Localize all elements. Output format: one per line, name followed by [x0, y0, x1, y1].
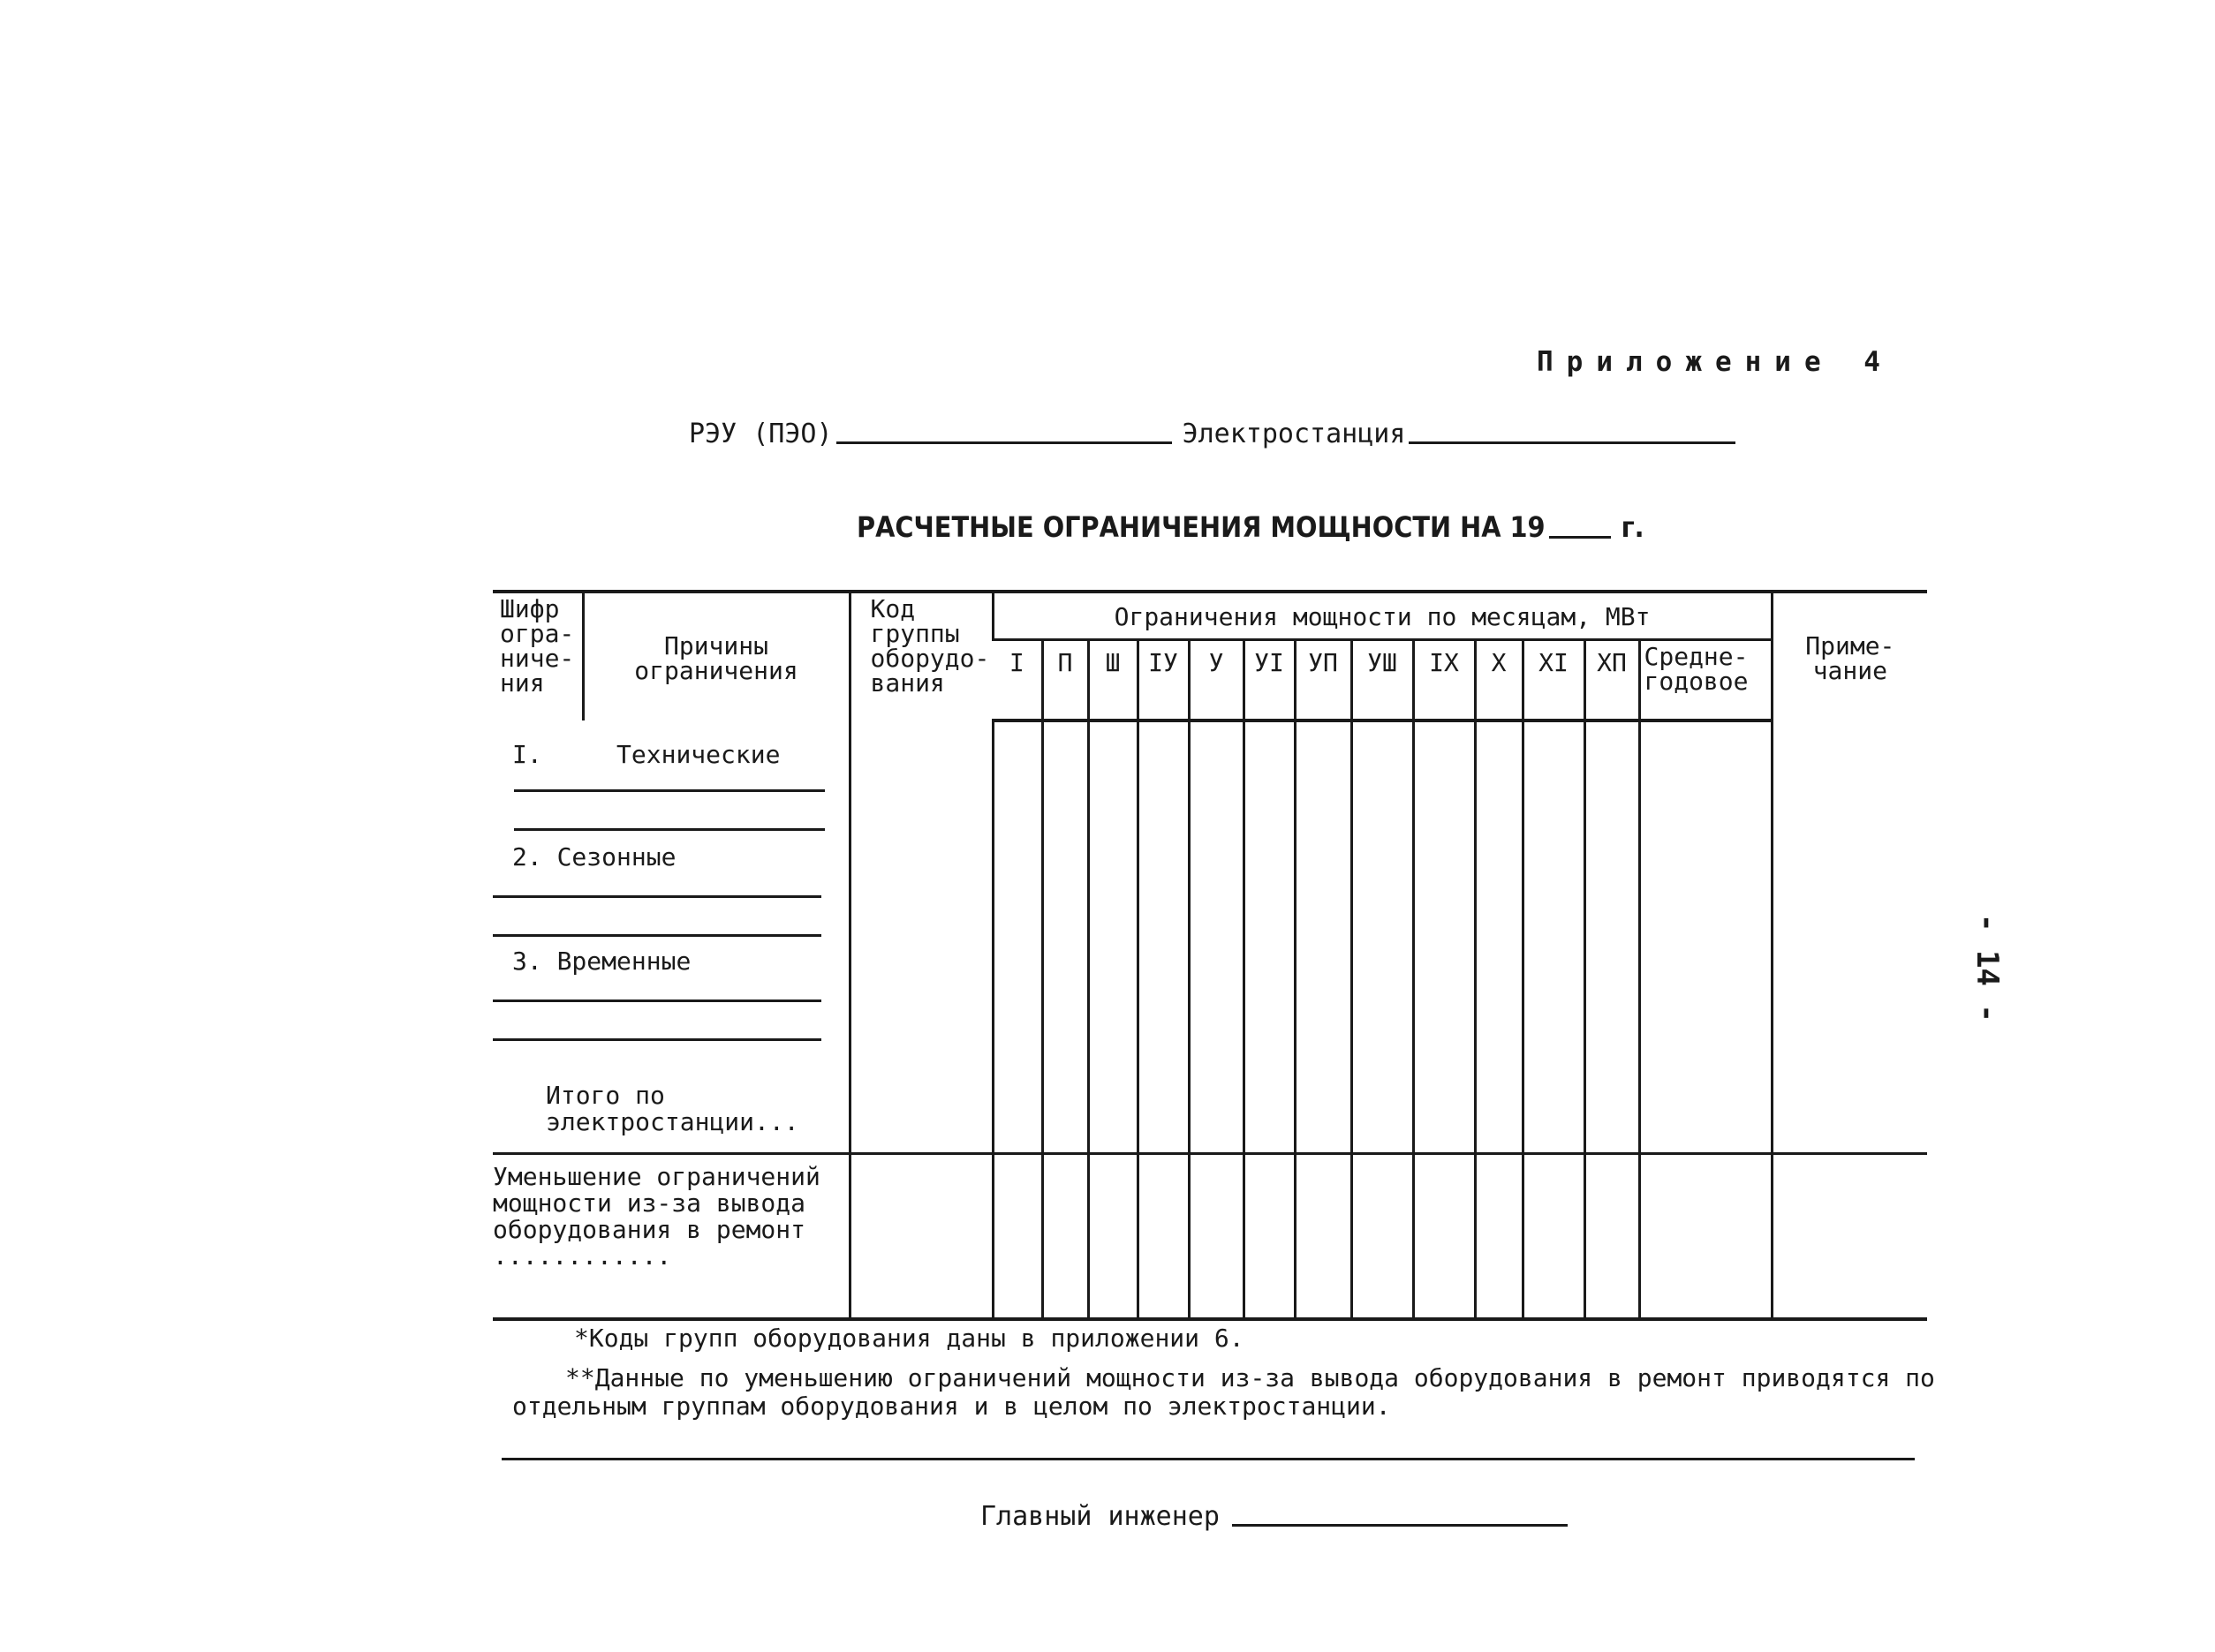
month-2: П [1042, 639, 1088, 720]
reduction-label: Уменьшение ограничений мощности из-за вывода оборудования в ремонт ............ [493, 1153, 850, 1319]
signature-line [980, 1501, 1578, 1532]
signature-label: Главный инженер [980, 1501, 1220, 1532]
month-11: XI [1523, 639, 1584, 720]
footnote-1: *Коды групп оборудования даны в приложении 6. [574, 1324, 1244, 1353]
header-group-code: Код группы оборудо-вания [850, 592, 993, 720]
title-suffix: г. [1621, 510, 1644, 544]
group-code-cell [850, 720, 993, 1153]
month-7: УП [1295, 639, 1351, 720]
signature-blank [1232, 1522, 1568, 1527]
header-code: Шифр огра-ниче-ния [493, 592, 583, 720]
form-title [857, 510, 1644, 544]
page-number: - 14 - [1969, 914, 2005, 1022]
month-4: IУ [1138, 639, 1189, 720]
entry-line [493, 934, 821, 937]
category-label: Сезонные [556, 842, 677, 871]
month-10: X [1475, 639, 1523, 720]
category-number: 3. [512, 947, 542, 976]
entry-line [493, 1038, 821, 1041]
org-blank [836, 440, 1172, 444]
month-6: УI [1244, 639, 1295, 720]
header-note: Приме-чание [1772, 592, 1927, 720]
entry-line [514, 789, 825, 792]
category-seasonal [493, 835, 849, 950]
month-8: УШ [1351, 639, 1413, 720]
title-prefix: РАСЧЕТНЫЕ ОГРАНИЧЕНИЯ МОЩНОСТИ НА 19 [857, 510, 1546, 544]
category-technical [493, 720, 849, 835]
category-number: 2. [512, 842, 542, 871]
footnote-2: **Данные по уменьшению ограничений мощности из-за вывода оборудования в ремонт приводятся по отдельным группам оборудования и в целом по электростанции. [512, 1363, 1935, 1421]
month-12: ХП [1584, 639, 1639, 720]
total-label: Итого по электростанции... [546, 1081, 799, 1136]
year-blank [1549, 534, 1611, 539]
category-label: Технические [616, 740, 781, 769]
category-temporary [493, 947, 849, 1065]
station-blank [1409, 440, 1735, 444]
header-line [689, 419, 1746, 449]
entry-line [493, 895, 821, 898]
month-3: Ш [1088, 639, 1138, 720]
restrictions-table [493, 590, 1927, 1321]
org-label: РЭУ (ПЭО) [689, 419, 833, 449]
entry-line [493, 999, 821, 1002]
category-label: Временные [556, 947, 692, 976]
header-months: Ограничения мощности по месяцам, МВт [993, 592, 1772, 639]
header-average: Средне-годовое [1639, 639, 1772, 720]
month-5: У [1189, 639, 1244, 720]
month-1: I [993, 639, 1042, 720]
note-cell [1772, 720, 1927, 1153]
category-number: I. [512, 740, 542, 769]
entry-line [514, 828, 825, 831]
appendix-label: Приложение 4 [1537, 346, 1894, 378]
bottom-rule [502, 1458, 1915, 1460]
header-reasons: Причины ограничения [583, 592, 850, 720]
month-9: IX [1413, 639, 1475, 720]
station-label: Электростанция [1182, 419, 1406, 449]
categories-cell [493, 720, 850, 1153]
average-cell [1639, 720, 1772, 1153]
